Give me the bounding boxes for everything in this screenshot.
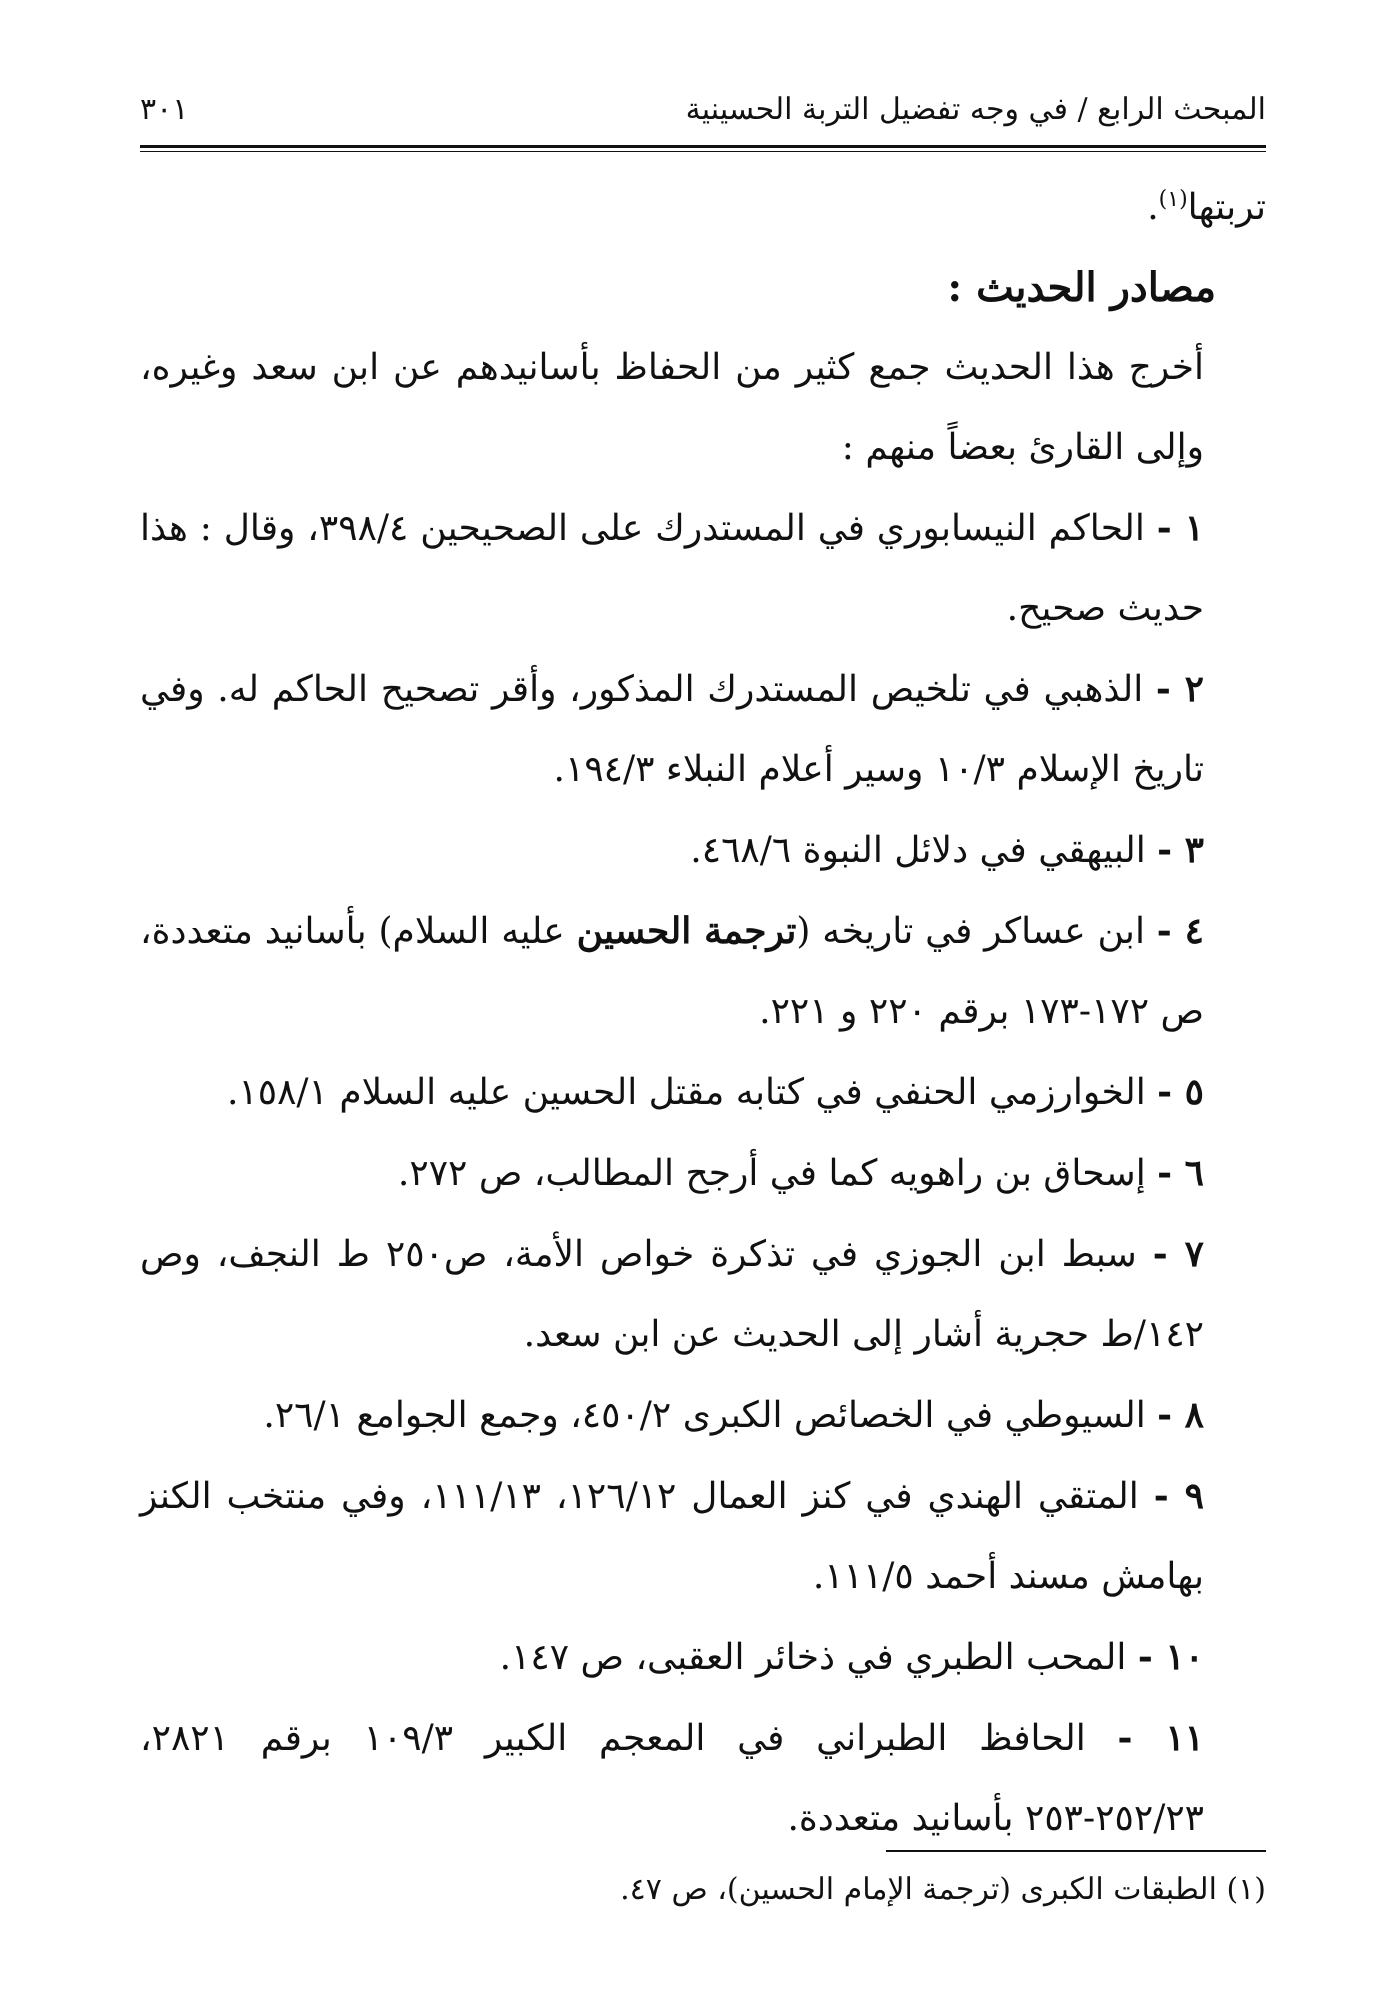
main-text <box>140 168 1266 1859</box>
item-text: سبط ابن الجوزي في تذكرة خواص الأمة، ص٢٥٠ ط النجف، وص ١٤٢/ط حجرية أشار إلى الحديث عن ابن سعد. <box>140 1234 1204 1355</box>
page-number: ٣٠١ <box>140 92 189 127</box>
item-text: الذهبي في تلخيص المستدرك المذكور، وأقر تصحيح الحاكم له. وفي تاريخ الإسلام ١٠/٣ وسير أعلام النبلاء ١٩٤/٣. <box>140 669 1204 790</box>
item-text-bold: ترجمة الحسين <box>576 910 797 952</box>
header-rule-thin <box>140 151 1266 152</box>
footnote-ref: (١) <box>1158 187 1188 212</box>
item-text: الخوارزمي الحنفي في كتابه مقتل الحسين عليه السلام ١٥٨/١. <box>226 1072 1146 1113</box>
list-item <box>140 1214 1266 1375</box>
item-text: السيوطي في الخصائص الكبرى ٤٥٠/٢، وجمع الجوامع ٢٦/١. <box>263 1395 1146 1436</box>
opening-line: تربتها$^{(١)}$. <box>1147 187 1266 228</box>
item-text: الحاكم النيسابوري في المستدرك على الصحيحين ٣٩٨/٤، وقال : هذا حديث صحيح. <box>140 508 1204 629</box>
item-number: ٦ - <box>1157 1152 1204 1194</box>
list-item <box>140 810 1266 891</box>
intro-paragraph: أخرج هذا الحديث جمع كثير من الحفاظ بأسانيدهم عن ابن سعد وغيره، وإلى القارئ بعضاً منهم : <box>140 347 1204 468</box>
list-item <box>140 1375 1266 1456</box>
item-text: الحافظ الطبراني في المعجم الكبير ١٠٩/٣ برقم ٢٨٢١، ٢٥٢/٢٣-٢٥٣ بأسانيد متعددة. <box>140 1718 1204 1839</box>
list-item <box>140 1052 1266 1133</box>
opening-text: تربتها <box>1187 187 1266 228</box>
item-number: ١١ - <box>1117 1717 1204 1759</box>
list-item <box>140 1133 1266 1214</box>
item-text: إسحاق بن راهويه كما في أرجح المطالب، ص ٢٧٢. <box>397 1153 1146 1194</box>
item-text-before: ابن عساكر في تاريخه ( <box>796 911 1145 952</box>
list-item <box>140 1456 1266 1617</box>
item-number: ٨ - <box>1157 1394 1204 1436</box>
item-text-after: عليه السلام) بأسانيد متعددة، ص ١٧٢-١٧٣ برقم ٢٢٠ و ٢٢١. <box>140 911 1204 1032</box>
footnote: (١) الطبقات الكبرى (ترجمة الإمام الحسين)، ص ٤٧. <box>620 1872 1266 1907</box>
list-item <box>140 1698 1266 1859</box>
running-header <box>140 92 1266 140</box>
item-text: المتقي الهندي في كنز العمال ١٢٦/١٢، ١١١/١٣، وفي منتخب الكنز بهامش مسند أحمد ١١١/٥. <box>140 1476 1204 1597</box>
item-number: ١٠ - <box>1137 1636 1204 1678</box>
item-text: البيهقي في دلائل النبوة ٤٦٨/٦. <box>690 830 1146 871</box>
list-item <box>140 891 1266 1052</box>
item-number: ٩ - <box>1153 1475 1204 1517</box>
item-number: ٣ - <box>1157 829 1204 871</box>
list-item <box>140 649 1266 810</box>
item-number: ١ - <box>1156 507 1204 549</box>
item-number: ٤ - <box>1156 910 1205 952</box>
footnote-rule <box>886 1850 1266 1852</box>
header-title: المبحث الرابع / في وجه تفضيل التربة الحسينية <box>685 92 1266 127</box>
list-item <box>140 1617 1266 1698</box>
section-heading: مصادر الحديث : <box>947 264 1216 311</box>
header-rule <box>140 145 1266 148</box>
item-number: ٥ - <box>1157 1071 1204 1113</box>
item-number: ٧ - <box>1152 1233 1204 1275</box>
list-item <box>140 488 1266 649</box>
item-number: ٢ - <box>1155 668 1205 710</box>
item-text: المحب الطبري في ذخائر العقبى، ص ١٤٧. <box>499 1637 1127 1678</box>
